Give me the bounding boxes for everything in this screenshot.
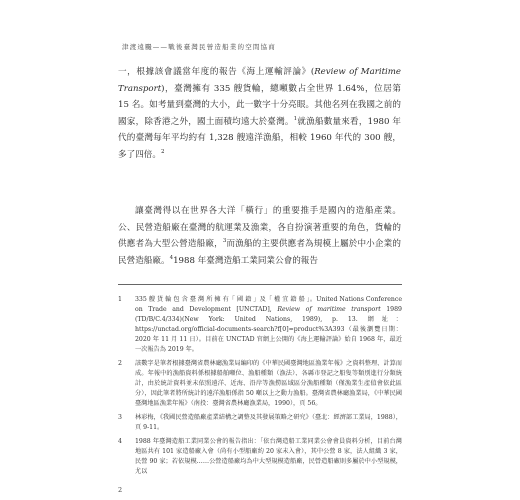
footnotes-section [118,295,402,481]
footnote-divider [118,284,402,285]
footnote-3 [118,413,402,433]
footnote-text-cont: 1989 (TD/B/C.4/334)(New York: United Nations, 1989), p. 13. 網址：https://unctad.org/official-documents-search?f[0]=product%3A393（最後瀏覽日期：2020 年 11 月 11 日）。目前在 UNCTAD 官網上公開的《海上運輸評論》始自 1968 年，最近一次報告為 2019 年。 [135,306,402,353]
footnote-italic-title: Review of maritime transport [277,306,381,313]
footnote-1 [118,295,402,355]
footnote-number: 2 [118,360,122,367]
p1-text-2: )，臺灣擁有 335 艘貨輪，總噸數占全世界 1.64%，位居第 15 名。如考量到臺灣的大小，此一數字十分亮眼。其他名列在我國之前的國家，除香港之外，國土面積均遠大於臺灣。 [118,83,401,127]
page-number: 2 [118,486,123,494]
footnote-text: 1988 年臺灣造船工業同業公會的報告指出：「依台灣造船工業同業公會會員資料分析，目前台灣地區共有 101 家造船廠入會（尚有小型船廠約 20 家未入會），其中公營 8 家，法人組織 3 家，民營 90 家；若依規模……公營造船廠均為中大型規模造船廠，民營造船廠則多屬於中小型規模，尤以 [135,438,402,475]
footnote-ref-1[interactable]: 1 [293,115,298,122]
footnote-ref-3[interactable]: 3 [222,238,227,245]
footnote-4 [118,437,402,477]
body-paragraph-1 [118,64,401,164]
running-header: 津渡遠颺——戰後臺灣民營造船業的空間協商 [122,43,276,51]
p1-text-3: 就漁船數量來看，1980 年代的臺灣每年平均約有 1,328 艘遠洋漁船，相較 1960 年代的 300 艘，多了四倍。 [118,116,401,160]
p1-text-1: 一，根據該會議當年度的報告《海上運輸評論》( [118,67,315,77]
p2-text-3: 1988 年臺灣造船工業同業公會的報告 [173,255,318,266]
footnote-text: 335 艘 貨 輪 包 含 臺 灣 所 擁 有「 國 籍 」及「 權 宜 籍 船 」。United Nations Conference on Trade and Development [UNCTAD], [135,296,402,313]
footnote-2 [118,359,402,409]
footnote-ref-2[interactable]: 2 [160,149,165,156]
body-paragraph-2 [118,203,401,269]
p2-text-2: 而漁船的主要供應者為規模上屬於中小企業的民營造船廠。 [118,239,401,266]
footnote-ref-4[interactable]: 4 [169,254,174,261]
footnote-number: 3 [118,414,122,421]
footnote-text: 林彩梅，《我國民營造船廠產業結構之調整及其發展策略之研究》（臺北：經濟部工業局，1988），頁 9-11。 [135,414,402,431]
footnote-number: 4 [118,438,122,445]
footnote-number: 1 [118,296,122,303]
footnote-text: 該數字是筆者根據臺灣省農林廳漁業局編印的《中華民國臺灣地區漁業年報》之資料整理、計算而成。年報中的漁船資料係根據船舶噸位、漁船種類（漁法）、各縣市登記之船隻等類別進行分類統計，由於統計資料並未依照遠洋、近海、沿岸等漁撈區域區分漁船種類（僅漁業生產值會依此區分），因此筆者將所統計的遠洋漁船係指 50 噸以上之動力漁船。臺灣省農林廳漁業局，《中華民國臺灣地區漁業年報》（南投：臺灣省農林廳漁業局，1990），頁 56。 [135,360,402,407]
p1-italic-title: Review of Maritime Transport [118,67,401,94]
p2-text-1: 讓臺灣得以在世界各大洋「橫行」的重要推手是國內的造船產業。公、民營造船廠在臺灣的航運業及漁業，各自扮演著重要的角色，貨輪的供應者為大型公營造船廠， [118,206,401,250]
